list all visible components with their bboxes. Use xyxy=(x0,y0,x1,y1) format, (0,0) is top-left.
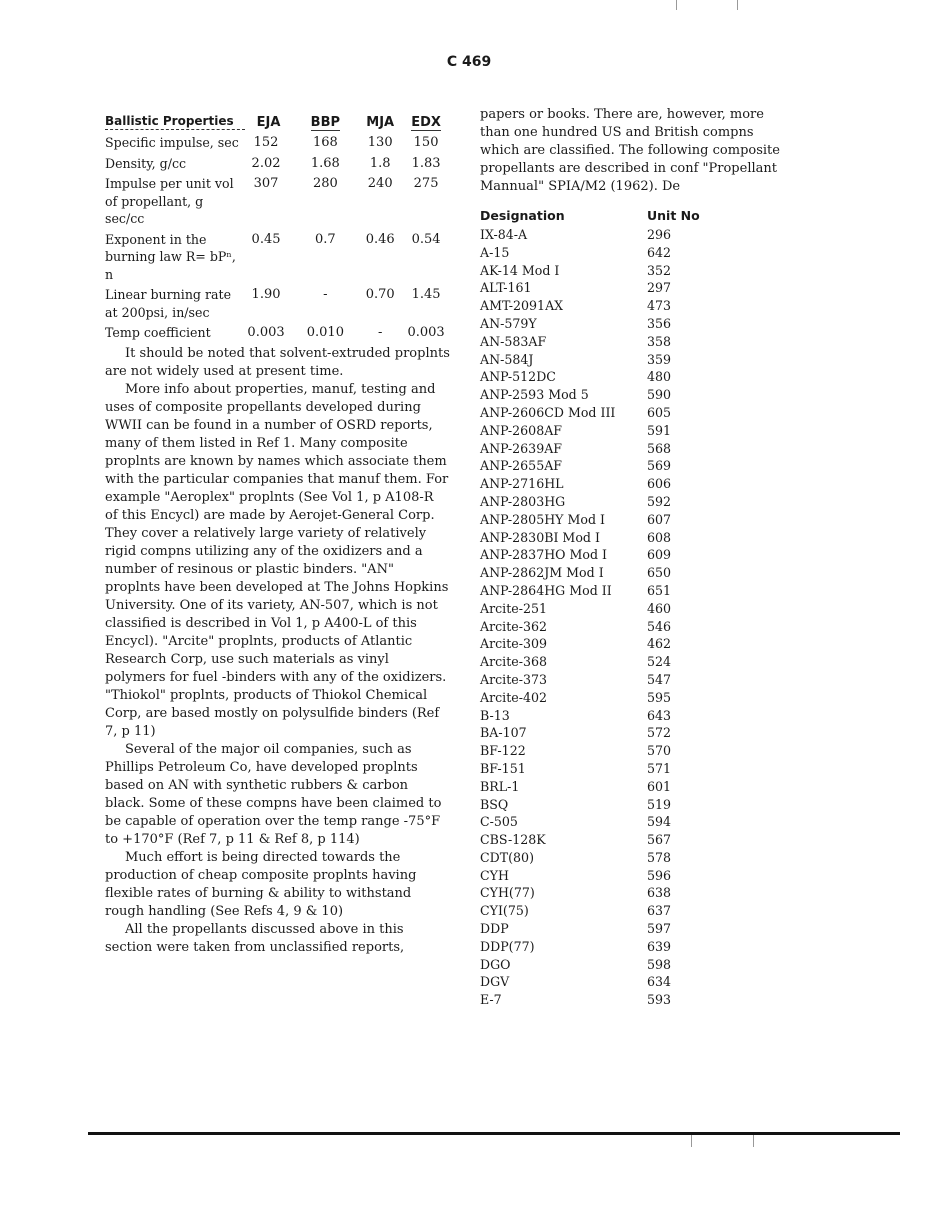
designation-cell: B-13 xyxy=(480,707,510,723)
unit-number-cell: 569 xyxy=(647,458,672,474)
ballistic-row xyxy=(105,134,450,152)
designation-cell: E-7 xyxy=(480,992,502,1008)
body-paragraph: Several of the major oil companies, such as Phillips Petroleum Co, have developed proplnts based on AN with synthetic rubbers & carbon black. Some of these compns have been claimed to be capable of operation over the temp range -75°F to +170°F (Ref 7, p 11 & Ref 8, p 114) xyxy=(105,741,442,847)
designation-row xyxy=(480,475,780,493)
ballistic-cell: 0.70 xyxy=(365,287,395,302)
designation-row xyxy=(480,671,780,689)
designation-row xyxy=(480,511,780,529)
designation-cell: Arcite-362 xyxy=(480,618,548,634)
designation-cell: DGO xyxy=(480,956,511,972)
designation-cell: DGV xyxy=(480,974,510,990)
unit-number-cell: 651 xyxy=(647,582,672,598)
designation-row xyxy=(480,760,780,778)
designation-row xyxy=(480,404,780,422)
ballistic-cell: 275 xyxy=(413,176,439,191)
designation-row xyxy=(480,457,780,475)
unit-number-cell: 591 xyxy=(647,422,672,438)
designation-row xyxy=(480,582,780,600)
designation-cell: ANP-2803HG xyxy=(480,493,566,509)
designation-cell: BRL-1 xyxy=(480,778,520,794)
column-header: EDX xyxy=(411,115,441,130)
unit-number-cell: 296 xyxy=(647,227,672,242)
ballistic-cell: 0.7 xyxy=(315,231,336,247)
unit-number-cell: 547 xyxy=(647,671,672,687)
unit-number-cell: 297 xyxy=(647,280,672,296)
unit-number-cell: 592 xyxy=(647,493,672,509)
ballistic-row-label: Specific impulse, sec xyxy=(105,135,239,150)
designation-row xyxy=(480,618,780,636)
unit-number-cell: 356 xyxy=(647,315,672,331)
designation-row xyxy=(480,262,780,280)
ballistic-table-title: Ballistic Properties xyxy=(105,114,245,130)
designation-row xyxy=(480,973,780,991)
ballistic-row xyxy=(105,231,450,284)
body-paragraph: Much effort is being directed towards the production of cheap composite proplnts having flexible rates of burning & ability to withstand rough handling (See Refs 4, 9 & 10) xyxy=(105,849,417,919)
designation-cell: Arcite-309 xyxy=(480,636,548,652)
ballistic-cell: 152 xyxy=(253,135,279,150)
designation-row xyxy=(480,653,780,671)
designation-table-body xyxy=(480,226,780,1009)
unit-number-cell: 590 xyxy=(647,387,672,403)
ballistic-cell: 0.54 xyxy=(411,231,441,247)
designation-row xyxy=(480,386,780,404)
ballistic-cell: 2.02 xyxy=(251,155,281,171)
ballistic-cell: - xyxy=(323,287,328,302)
ballistic-cell: 0.003 xyxy=(247,325,285,340)
ballistic-cell: 0.46 xyxy=(365,231,395,247)
designation-cell: Arcite-373 xyxy=(480,671,548,687)
unit-number-cell: 650 xyxy=(647,565,672,581)
right-column xyxy=(480,106,780,1009)
unit-number-cell: 634 xyxy=(647,974,672,990)
unit-number-cell: 568 xyxy=(647,440,672,456)
unit-number-cell: 524 xyxy=(647,654,672,670)
unit-number-cell: 596 xyxy=(647,867,672,883)
designation-cell: ANP-2606CD Mod III xyxy=(480,404,616,420)
designation-row xyxy=(480,938,780,956)
designation-cell: AN-583AF xyxy=(480,333,547,349)
designation-row xyxy=(480,724,780,742)
designation-row xyxy=(480,796,780,814)
ballistic-row-label: Exponent in the burning law R= bPⁿ, n xyxy=(105,231,236,282)
designation-cell: ANP-2862JM Mod I xyxy=(480,565,604,581)
designation-row xyxy=(480,368,780,386)
body-paragraph: All the propellants discussed above in this section were taken from unclassified reports, xyxy=(105,921,405,955)
designation-cell: ANP-2716HL xyxy=(480,476,564,492)
ballistic-row-label: Temp coefficient xyxy=(105,325,211,340)
unit-number-cell: 598 xyxy=(647,956,672,972)
scan-mark xyxy=(753,1135,754,1147)
designation-row xyxy=(480,493,780,511)
designation-row xyxy=(480,707,780,725)
unit-number-cell: 462 xyxy=(647,636,672,652)
unit-number-cell: 352 xyxy=(647,262,672,278)
designation-cell: C-505 xyxy=(480,814,518,830)
ballistic-row xyxy=(105,155,450,173)
ballistic-row-label: Density, g/cc xyxy=(105,155,187,171)
designation-row xyxy=(480,600,780,618)
unit-number-cell: 638 xyxy=(647,885,672,901)
ballistic-row xyxy=(105,286,450,321)
designation-row xyxy=(480,831,780,849)
designation-cell: ANP-2864HG Mod II xyxy=(480,582,612,598)
ballistic-table-body xyxy=(105,134,450,342)
ballistic-cell: - xyxy=(378,325,383,340)
designation-row xyxy=(480,689,780,707)
ballistic-cell: 0.45 xyxy=(251,231,281,247)
designation-cell: CYI(75) xyxy=(480,903,529,919)
unit-number-cell: 607 xyxy=(647,511,672,527)
designation-row xyxy=(480,440,780,458)
designation-cell: ANP-2608AF xyxy=(480,422,563,438)
unit-header: Unit No xyxy=(647,208,700,223)
page-number: C 469 xyxy=(446,54,492,70)
ballistic-cell: 1.90 xyxy=(251,287,281,302)
designation-row xyxy=(480,297,780,315)
designation-row xyxy=(480,333,780,351)
designation-row xyxy=(480,279,780,297)
unit-number-cell: 460 xyxy=(647,600,672,616)
designation-cell: CBS-128K xyxy=(480,832,546,848)
unit-number-cell: 567 xyxy=(647,832,672,848)
unit-number-cell: 519 xyxy=(647,796,672,812)
designation-cell: Arcite-368 xyxy=(480,654,548,670)
ballistic-cell: 130 xyxy=(367,135,393,150)
unit-number-cell: 594 xyxy=(647,814,672,830)
ballistic-cell: 1.45 xyxy=(411,287,441,302)
left-text xyxy=(105,345,450,957)
scan-mark xyxy=(691,1135,692,1147)
designation-cell: AN-584J xyxy=(480,351,534,367)
body-paragraph: It should be noted that solvent-extruded proplnts are not widely used at present time. xyxy=(105,345,450,379)
designation-row xyxy=(480,884,780,902)
ballistic-cell: 240 xyxy=(367,176,393,191)
ballistic-row xyxy=(105,324,450,342)
unit-number-cell: 593 xyxy=(647,992,672,1008)
scan-mark xyxy=(737,0,738,10)
unit-number-cell: 572 xyxy=(647,725,672,741)
designation-table-header xyxy=(480,208,780,226)
body-paragraph: More info about properties, manuf, testing and uses of composite propellants developed during WWII can be found in a number of OSRD reports, many of them listed in Ref 1. Many composite proplnts are known by names which associate them with the particular companies that manuf them. For example "Aeroplex" proplnts (See Vol 1, p A108-R of this Encycl) are made by Aerojet-General Corp. They cover a relatively large variety of relatively rigid compns utilizing any of the oxidizers and a number of resinous or plastic binders. "AN" proplnts have been developed at The Johns Hopkins University. One of its variety, AN-507, which is not classified is described in Vol 1, p A400-L of this Encycl). "Arcite" proplnts, products of Atlantic Research Corp, use such materials as vinyl polymers for fuel -binders with any of the oxidizers. "Thiokol" proplnts, products of Thiokol Chemical Corp, are based mostly on polysulfide binders (Ref 7, p 11) xyxy=(105,381,449,739)
right-intro-paragraph: papers or books. There are, however, more than one hundred US and British compns which are classified. The following composite propellants are described in conf "Propellant Mannual" SPIA/M2 (1962). De xyxy=(480,107,780,194)
unit-number-cell: 473 xyxy=(647,298,672,314)
ballistic-cell: 0.010 xyxy=(306,325,344,340)
unit-number-cell: 359 xyxy=(647,351,672,367)
unit-number-cell: 639 xyxy=(647,938,672,954)
designation-cell: A-15 xyxy=(480,244,510,260)
bottom-rule xyxy=(88,1132,900,1135)
designation-row xyxy=(480,529,780,547)
designation-cell: ANP-2655AF xyxy=(480,458,563,474)
designation-row xyxy=(480,244,780,262)
designation-cell: ANP-2837HO Mod I xyxy=(480,547,608,563)
column-header: MJA xyxy=(366,115,395,130)
designation-row xyxy=(480,351,780,369)
designation-cell: DDP xyxy=(480,921,509,937)
designation-row xyxy=(480,956,780,974)
column-header: EJA xyxy=(256,115,281,130)
designation-cell: IX-84-A xyxy=(480,227,528,242)
ballistic-cell: 0.003 xyxy=(407,325,445,340)
designation-cell: CYH xyxy=(480,867,509,883)
unit-number-cell: 595 xyxy=(647,689,672,705)
designation-cell: ANP-2805HY Mod I xyxy=(480,511,606,527)
designation-cell: BF-122 xyxy=(480,743,526,759)
designation-cell: Arcite-251 xyxy=(480,600,548,616)
designation-cell: ANP-2593 Mod 5 xyxy=(480,387,589,403)
designation-row xyxy=(480,813,780,831)
scan-mark xyxy=(676,0,677,10)
unit-number-cell: 571 xyxy=(647,760,672,776)
designation-cell: BA-107 xyxy=(480,725,527,741)
unit-number-cell: 601 xyxy=(647,778,672,794)
ballistic-cell: 1.8 xyxy=(369,155,391,171)
designation-row xyxy=(480,920,780,938)
designation-cell: AMT-2091AX xyxy=(480,298,564,314)
unit-number-cell: 642 xyxy=(647,244,672,260)
designation-row xyxy=(480,564,780,582)
unit-number-cell: 597 xyxy=(647,921,672,937)
designation-cell: AK-14 Mod I xyxy=(480,262,560,278)
designation-row xyxy=(480,226,780,244)
designation-row xyxy=(480,546,780,564)
designation-cell: ALT-161 xyxy=(480,280,532,296)
unit-number-cell: 605 xyxy=(647,404,672,420)
designation-cell: BSQ xyxy=(480,796,509,812)
designation-header: Designation xyxy=(480,208,565,223)
ballistic-cell: 150 xyxy=(413,135,439,150)
ballistic-cell: 280 xyxy=(312,176,338,191)
unit-number-cell: 570 xyxy=(647,743,672,759)
designation-cell: ANP-2830BI Mod I xyxy=(480,529,600,545)
unit-number-cell: 637 xyxy=(647,903,672,919)
designation-row xyxy=(480,849,780,867)
designation-row xyxy=(480,635,780,653)
designation-row xyxy=(480,867,780,885)
unit-number-cell: 578 xyxy=(647,849,672,865)
ballistic-row-label: Linear burning rate at 200psi, in/sec xyxy=(105,287,232,320)
unit-number-cell: 606 xyxy=(647,476,672,492)
designation-row xyxy=(480,902,780,920)
ballistic-cell: 307 xyxy=(253,176,279,191)
ballistic-cell: 168 xyxy=(312,135,338,150)
designation-row xyxy=(480,315,780,333)
unit-number-cell: 480 xyxy=(647,369,672,385)
designation-row xyxy=(480,991,780,1009)
ballistic-row-label: Impulse per unit vol of propellant, g sec/cc xyxy=(105,176,234,226)
unit-number-cell: 358 xyxy=(647,333,672,349)
designation-cell: AN-579Y xyxy=(480,315,537,331)
designation-row xyxy=(480,422,780,440)
designation-row xyxy=(480,778,780,796)
designation-cell: CYH(77) xyxy=(480,885,535,901)
designation-cell: Arcite-402 xyxy=(480,689,548,705)
designation-cell: ANP-2639AF xyxy=(480,440,563,456)
column-header: BBP xyxy=(310,115,341,130)
designation-cell: ANP-512DC xyxy=(480,369,556,385)
unit-number-cell: 609 xyxy=(647,547,672,563)
ballistic-table-header xyxy=(105,108,450,130)
left-column xyxy=(105,108,450,957)
designation-row xyxy=(480,742,780,760)
designation-cell: BF-151 xyxy=(480,760,526,776)
ballistic-cell: 1.83 xyxy=(411,155,441,171)
designation-cell: CDT(80) xyxy=(480,849,534,865)
unit-number-cell: 608 xyxy=(647,529,672,545)
ballistic-row xyxy=(105,175,450,228)
unit-number-cell: 546 xyxy=(647,618,672,634)
designation-cell: DDP(77) xyxy=(480,938,535,954)
unit-number-cell: 643 xyxy=(647,707,672,723)
ballistic-cell: 1.68 xyxy=(310,155,340,171)
